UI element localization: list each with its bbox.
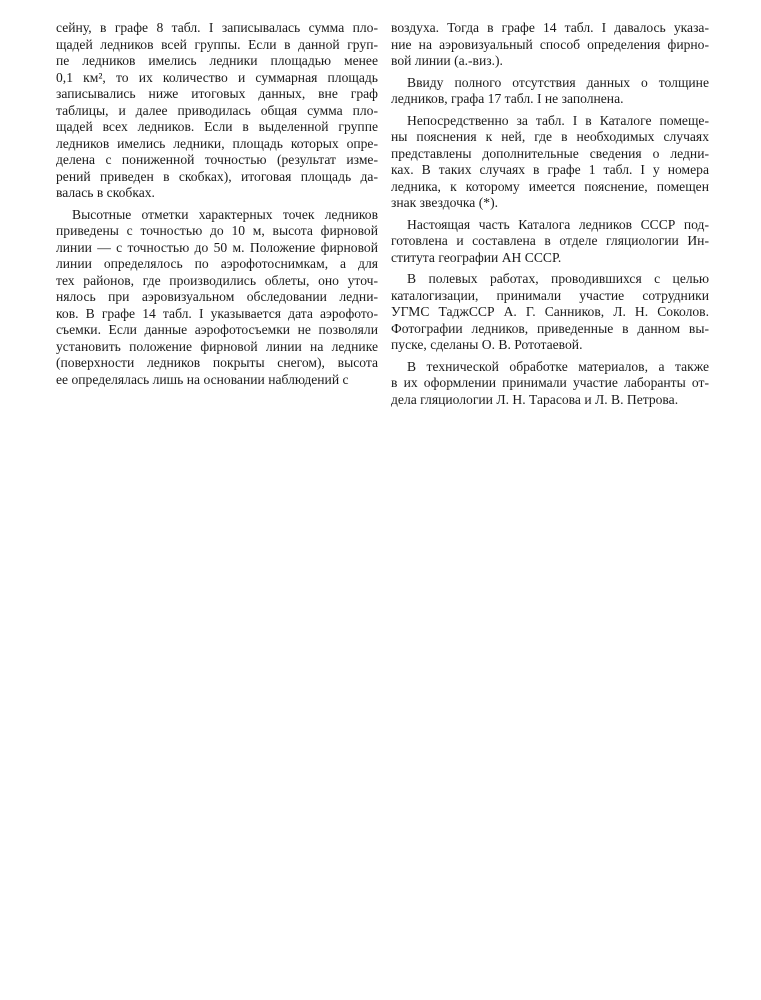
paragraph: [391, 217, 709, 267]
text-line: валась в скобках.: [56, 185, 155, 200]
text-line: ледников имелись ледники, площадь которых опре-: [56, 135, 378, 151]
text-line: ледников, графа 17 табл. I не заполнена.: [391, 91, 624, 106]
paragraph: [391, 75, 709, 108]
paragraph: [391, 271, 709, 354]
text-line: Непосредственно за табл. I в Каталоге помеще-: [407, 112, 709, 128]
text-line: щадей ледников всей группы. Если в данной груп-: [56, 36, 378, 52]
text-line: Ввиду полного отсутствия данных о толщине: [407, 74, 709, 90]
text-line: готовлена и составлена в отделе гляциологии Ин-: [391, 233, 709, 248]
text-line: ках. В таких случаях в графе 1 табл. I у номера: [391, 162, 709, 177]
paragraph: [391, 113, 709, 212]
paragraph: [56, 20, 378, 202]
text-line: ков. В графе 14 табл. I указывается дата аэрофото-: [56, 305, 378, 321]
text-line: УГМС ТаджССР А. Г. Санников, Л. Н. Соколов.: [391, 304, 709, 319]
text-line: вой линии (а.-виз.).: [391, 53, 503, 68]
text-line: 0,1 км², то их количество и суммарная площадь: [56, 69, 378, 85]
text-line: рений приведен в скобках), итоговая площадь да-: [56, 168, 378, 184]
text-line: ние на аэровизуальный способ определения фирно-: [391, 36, 709, 52]
text-line: В полевых работах, проводившихся с целью: [407, 271, 709, 286]
left-text-column: [56, 20, 378, 393]
text-line: таблицы, и далее приводилась общая сумма пло-: [56, 102, 378, 118]
text-line: съемки. Если данные аэрофотосъемки не позволяли: [56, 322, 378, 337]
text-line: ее определялась лишь на основании наблюдений с: [56, 371, 349, 387]
text-line: воздуха. Тогда в графе 14 табл. I давалось указа-: [391, 20, 709, 35]
right-text-column: [391, 20, 709, 413]
text-line: пе ледников имелись ледники площадью менее: [56, 53, 378, 68]
text-line: приведены с точностью до 10 м, высота фирновой: [56, 223, 378, 238]
text-line: (поверхности ледников покрыты снегом), высота: [56, 355, 378, 370]
text-line: записывались ниже итоговых данных, вне граф: [56, 86, 378, 101]
text-line: знак звездочка (*).: [391, 195, 498, 210]
paragraph: [56, 207, 378, 389]
text-line: ны пояснения к ней, где в необходимых случаях: [391, 129, 709, 144]
text-line: установить положение фирновой линии на леднике: [56, 338, 378, 354]
text-line: Фотографии ледников, приведенные в данном вы-: [391, 320, 709, 336]
text-line: каталогизации, принимали участие сотрудники: [391, 287, 709, 303]
text-line: линии — с точностью до 50 м. Положение фирновой: [56, 239, 378, 255]
text-line: щадей всех ледников. Если в выделенной группе: [56, 119, 378, 134]
text-line: в их оформлении принимали участие лаборанты от-: [391, 375, 709, 390]
text-line: представлены дополнительные сведения о ледни-: [391, 145, 709, 161]
text-line: Высотные отметки характерных точек ледников: [72, 206, 378, 222]
paragraph: [391, 20, 709, 70]
text-line: тех районов, где производились облеты, оно уточ-: [56, 272, 378, 288]
text-line: дела гляциологии Л. Н. Тарасова и Л. В. Петрова.: [391, 391, 679, 407]
text-line: ледника, к которому имеется пояснение, помещен: [391, 178, 709, 194]
text-line: делена с пониженной точностью (результат изме-: [56, 152, 378, 167]
text-line: ститута географии АН СССР.: [391, 249, 562, 265]
text-line: В технической обработке материалов, а также: [407, 358, 709, 374]
paragraph: [391, 359, 709, 409]
text-line: сейну, в графе 8 табл. I записывалась сумма пло-: [56, 20, 378, 35]
text-line: нялось при аэровизуальном обследовании ледни-: [56, 289, 378, 304]
text-line: Настоящая часть Каталога ледников СССР под-: [407, 216, 709, 232]
text-line: линии определялось по аэрофотоснимкам, а для: [56, 256, 378, 271]
text-line: пуске, сделаны О. В. Рототаевой.: [391, 337, 583, 352]
